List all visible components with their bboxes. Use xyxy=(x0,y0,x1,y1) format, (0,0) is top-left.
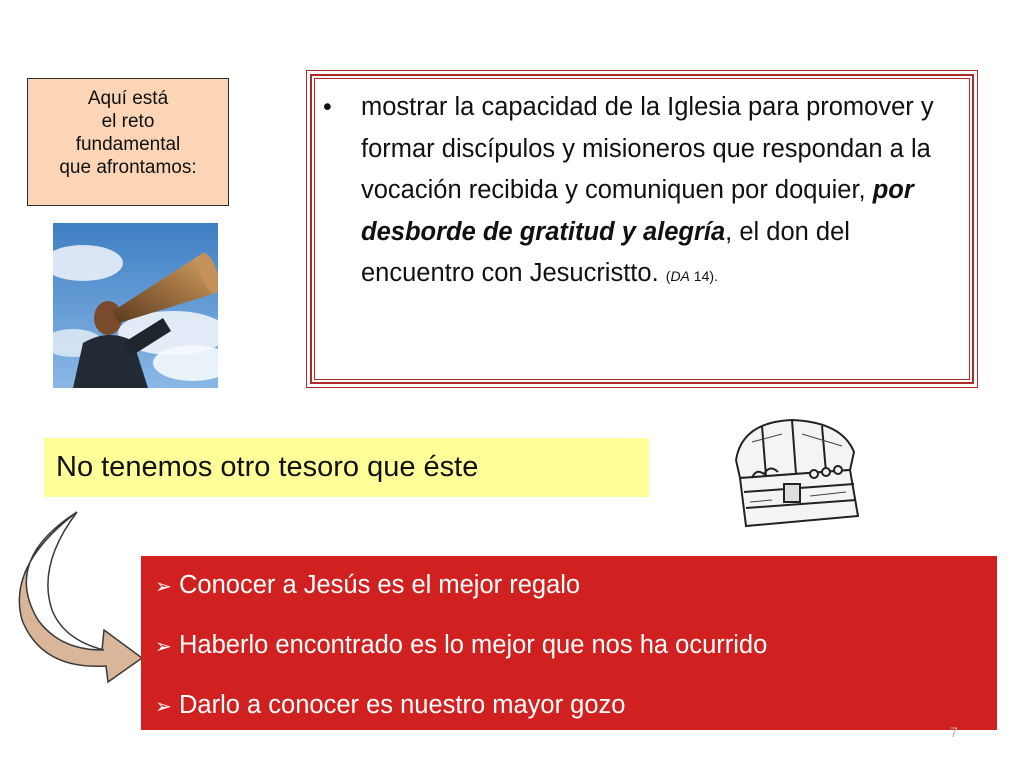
quote-frame xyxy=(306,70,978,388)
callout-line-2: el reto xyxy=(101,111,155,132)
arrowhead-bullet-icon: ➢ xyxy=(155,696,172,718)
citation-open: ( xyxy=(665,268,671,284)
quote-text-before: mostrar la capacidad de la Iglesia para promover y formar discípulos y misioneros que respondan a la vocación recibida y comuniquen por doquier, xyxy=(361,93,934,204)
point-3-text: Darlo a conocer es nuestro mayor gozo xyxy=(179,691,626,719)
quote-text-after: , el don del encuentro con Jesucristto. xyxy=(361,217,850,287)
treasure-banner: No tenemos otro tesoro que éste xyxy=(44,438,649,497)
page-number: 7 xyxy=(950,724,958,740)
point-2 xyxy=(155,630,767,662)
quote-bullet: • xyxy=(323,93,332,121)
arrowhead-bullet-icon: ➢ xyxy=(155,636,172,658)
point-2-text: Haberlo encontrado es lo mejor que nos ha ocurrido xyxy=(179,631,768,659)
quote-citation xyxy=(666,268,718,284)
challenge-callout xyxy=(27,78,229,206)
curved-arrow-icon xyxy=(12,510,144,685)
megaphone-man-image xyxy=(53,223,218,388)
point-1-text: Conocer a Jesús es el mejor regalo xyxy=(179,571,581,599)
callout-line-1: Aquí está xyxy=(87,88,169,109)
quote-text xyxy=(361,87,953,298)
arrowhead-bullet-icon: ➢ xyxy=(155,576,172,598)
citation-source: DA xyxy=(670,268,690,284)
key-points-box xyxy=(141,556,997,730)
citation-rest: 14). xyxy=(689,268,718,284)
treasure-chest-icon xyxy=(722,412,868,530)
quote-emphasis: por desborde de gratitud y alegría xyxy=(361,176,914,246)
callout-line-4: que afrontamos: xyxy=(59,157,197,178)
point-1 xyxy=(155,570,580,602)
callout-line-3: fundamental xyxy=(75,134,181,155)
point-3 xyxy=(155,690,625,722)
